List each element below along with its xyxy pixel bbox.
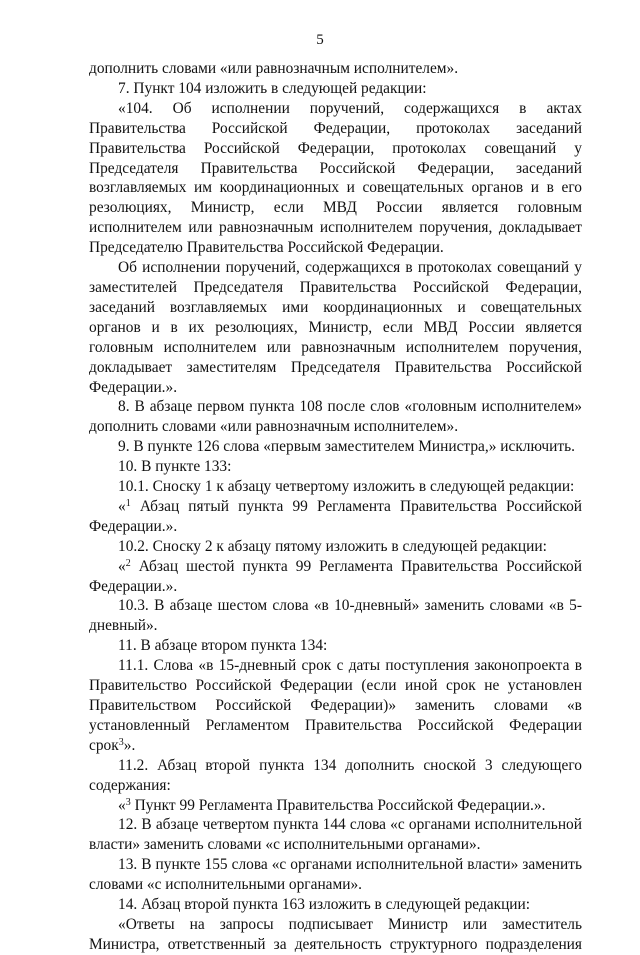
document-paragraph: 14. Абзац второй пункта 163 изложить в следующей редакции: — [118, 896, 531, 914]
document-body — [89, 59, 582, 955]
document-paragraph: «Ответы на запросы подписывает Министр или заместитель Министра, ответственный за деятельность структурного подразделения — [89, 915, 582, 953]
document-paragraph: 11.2. Абзац второй пункта 134 дополнить сноской 3 следующего содержания: — [89, 756, 582, 794]
footnote-marker: 2 — [125, 557, 131, 569]
document-paragraph: дополнить словами «или равнозначным исполнителем». — [89, 60, 459, 77]
document-paragraph: 10.2. Сноску 2 к абзацу пятому изложить в следующей редакции: — [118, 537, 547, 555]
document-paragraph: 7. Пункт 104 изложить в следующей редакции: — [118, 79, 427, 97]
document-paragraph: 13. В пункте 155 слова «с органами исполнительной власти» заменить словами «с исполнительными органами». — [89, 856, 582, 894]
footnote-marker: 3 — [118, 736, 124, 748]
document-paragraph: 11.1. Слова «в 15-дневный срок с даты поступления законопроекта в Правительство Российской Федерации (если иной срок не установлен Правительством Российской Федерации)» заменить словами «в установленный Регламентом Правительства Российской Федерации срок$^3$». — [89, 657, 582, 754]
document-paragraph: 10. В пункте 133: — [118, 458, 232, 476]
footnote-marker: 1 — [125, 497, 131, 509]
document-paragraph: «$^1$ Абзац пятый пункта 99 Регламента Правительства Российской Федерации.». — [89, 497, 583, 535]
document-paragraph: 11. В абзаце втором пункта 134: — [118, 637, 328, 655]
document-paragraph: 10.3. В абзаце шестом слова «в 10-дневный» заменить словами «в 5-дневный». — [89, 597, 582, 635]
footnote-marker: 3 — [125, 796, 131, 808]
document-paragraph: 8. В абзаце первом пункта 108 после слов «головным исполнителем» дополнить словами «или равнозначным исполнителем». — [89, 398, 582, 436]
page-number: 5 — [316, 32, 324, 48]
document-paragraph: «$^3$ Пункт 99 Регламента Правительства Российской Федерации.». — [118, 796, 546, 814]
document-paragraph: 9. В пункте 126 слова «первым заместителем Министра,» исключить. — [118, 438, 575, 456]
document-paragraph: 10.1. Сноску 1 к абзацу четвертому изложить в следующей редакции: — [118, 478, 575, 496]
document-paragraph: «$^2$ Абзац шестой пункта 99 Регламента Правительства Российской Федерации.». — [89, 557, 582, 595]
document-paragraph: 12. В абзаце четвертом пункта 144 слова «с органами исполнительной власти» заменить словами «с исполнительными органами». — [89, 816, 582, 854]
document-paragraph: Об исполнении поручений, содержащихся в протоколах совещаний у заместителей Председателя Правительства Российской Федерации, заседаний возглавляемых ими координационных и совещательных органов и в их резолюциях, Министр, если МВД России является головным исполнителем или равнозначным исполнителем поручения, докладывает заместителям Председателя Правительства Российской Федерации.». — [89, 259, 582, 396]
document-paragraph: «104. Об исполнении поручений, содержащихся в актах Правительства Российской Федерации, протоколах заседаний Правительства Российской Федерации, протоколах совещаний у Председателя Правительства Российской Федерации, заседаний возглавляемых им координационных и совещательных органов и в его резолюциях, Министр, если МВД России является головным исполнителем или равнозначным исполнителем поручения, докладывает Председателю Правительства Российской Федерации. — [89, 99, 582, 257]
